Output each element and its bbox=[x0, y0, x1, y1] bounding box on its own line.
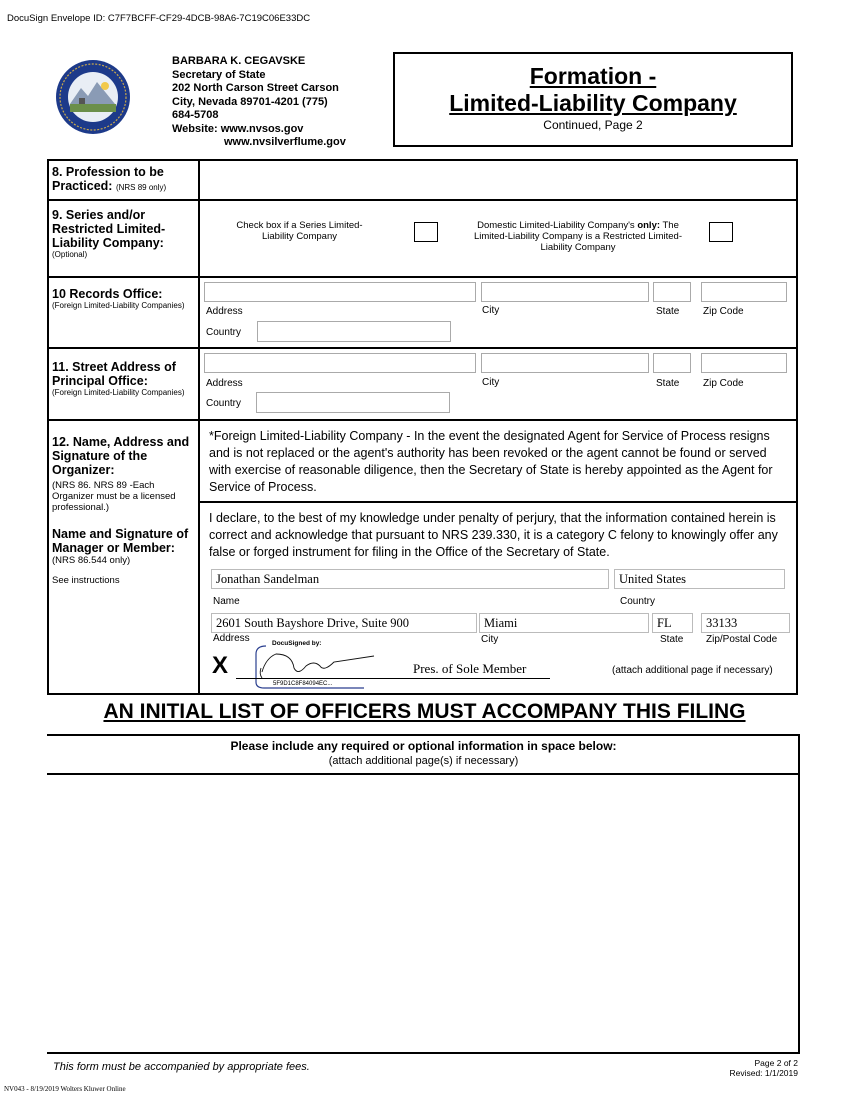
organizer-city-field[interactable]: Miami bbox=[479, 613, 649, 633]
city-caption: City bbox=[482, 305, 500, 316]
row-divider bbox=[47, 773, 800, 775]
docusign-id: 5F9D1C8F84094EC... bbox=[273, 681, 333, 687]
series-checkbox-label: Check box if a Series Limited-Liability Company bbox=[236, 220, 363, 242]
records-zip-input[interactable] bbox=[701, 282, 787, 302]
manager-member-note: (NRS 86.544 only) bbox=[52, 555, 131, 566]
nevada-state-seal-icon bbox=[55, 52, 132, 142]
row-divider bbox=[47, 199, 798, 201]
zip-caption: Zip Code bbox=[703, 378, 744, 389]
agent-for-service-text: *Foreign Limited-Liability Company - In the event the designated Agent for Service of Process resigns and is not replaced or the agent's authority has been revoked or the agent cannot be found or served with exercise of reasonable diligence, then the Secretary of State is hereby appointed as the Agent for Service of Process. bbox=[209, 429, 773, 494]
fees-note: This form must be accompanied by appropriate fees. bbox=[53, 1061, 310, 1073]
row-divider bbox=[47, 276, 798, 278]
section9-label: 9. Series and/or Restricted Limited-Liability Company: (Optional) bbox=[52, 208, 192, 260]
city-caption: City bbox=[481, 634, 499, 645]
address-caption: Address bbox=[206, 378, 243, 389]
state-caption: State bbox=[660, 634, 684, 645]
official-title: Secretary of State bbox=[172, 68, 266, 81]
state-caption: State bbox=[656, 306, 680, 317]
column-divider bbox=[198, 160, 200, 694]
section9-note: (Optional) bbox=[52, 250, 88, 259]
restricted-llc-checkbox[interactable] bbox=[709, 222, 733, 242]
form-title-line2: Limited-Liability Company bbox=[449, 90, 737, 116]
row-divider bbox=[199, 501, 798, 503]
officers-banner: AN INITIAL LIST OF OFFICERS MUST ACCOMPANY THIS FILING bbox=[103, 700, 746, 723]
form-title-line1: Formation - bbox=[529, 63, 657, 89]
zip-caption: Zip/Postal Code bbox=[706, 634, 778, 645]
section12-note: (NRS 86. NRS 89 -Each Organizer must be a licensed professional.) bbox=[52, 480, 176, 513]
signature-x-mark: X bbox=[212, 652, 229, 679]
website-line: www.nvsilverflume.gov bbox=[224, 136, 346, 148]
form-id: NV043 - 8/19/2019 Wolters Kluwer Online bbox=[4, 1085, 126, 1093]
row-divider bbox=[47, 419, 798, 421]
docusigned-by-label: DocuSigned by: bbox=[272, 640, 322, 647]
docusign-envelope-id: DocuSign Envelope ID: C7F7BCFF-CF29-4DCB-98A6-7C19C06E33DC bbox=[7, 13, 311, 24]
see-instructions: See instructions bbox=[52, 575, 120, 586]
country-caption: Country bbox=[206, 398, 242, 409]
address-line: 202 North Carson Street Carson bbox=[172, 82, 339, 94]
website-line: Website: www.nvsos.gov bbox=[172, 122, 304, 135]
additional-info-subheading: (attach additional page(s) if necessary) bbox=[328, 755, 519, 767]
address-line: 684-5708 bbox=[172, 109, 219, 121]
restricted-llc-label: Domestic Limited-Liability Company's only: The Limited-Liability Company is a Restricted Limited-Liability Company bbox=[473, 220, 683, 253]
principal-zip-input[interactable] bbox=[701, 353, 787, 373]
page-number: Page 2 of 2 bbox=[754, 1058, 798, 1068]
principal-country-input[interactable] bbox=[256, 392, 450, 413]
section8-label: 8. Profession to be Practiced: (NRS 89 only) bbox=[52, 165, 167, 193]
page-info bbox=[700, 1058, 798, 1078]
section10-label: 10 Records Office: (Foreign Limited-Liability Companies) bbox=[52, 287, 192, 311]
signer-title: Pres. of Sole Member bbox=[413, 661, 527, 676]
organizer-name-field[interactable]: Jonathan Sandelman bbox=[211, 569, 609, 589]
organizer-address-field[interactable]: 2601 South Bayshore Drive, Suite 900 bbox=[211, 613, 477, 633]
organizer-country-field[interactable]: United States bbox=[614, 569, 785, 589]
address-caption: Address bbox=[206, 306, 243, 317]
records-city-input[interactable] bbox=[481, 282, 649, 302]
additional-info-textarea[interactable] bbox=[51, 776, 796, 1051]
declaration-text: I declare, to the best of my knowledge under penalty of perjury, that the information contained herein is correct and acknowledge that pursuant to NRS 239.330, it is a category C felony to knowingly offer any false or forged instrument for filing in the Office of the Secretary of State. bbox=[209, 511, 778, 559]
organizer-zip-field[interactable]: 33133 bbox=[701, 613, 790, 633]
address-line: City, Nevada 89701-4201 (775) bbox=[172, 95, 328, 108]
section11-label: 11. Street Address of Principal Office: (Foreign Limited-Liability Companies) bbox=[52, 360, 192, 398]
revised-date: Revised: 1/1/2019 bbox=[729, 1068, 798, 1078]
section11-note: (Foreign Limited-Liability Companies) bbox=[52, 388, 185, 397]
series-llc-checkbox[interactable] bbox=[414, 222, 438, 242]
form-title-box bbox=[393, 52, 793, 147]
form-subtitle: Continued, Page 2 bbox=[543, 118, 643, 132]
records-country-input[interactable] bbox=[257, 321, 451, 342]
principal-state-input[interactable] bbox=[653, 353, 691, 373]
address-caption: Address bbox=[213, 633, 250, 644]
section8-note: (NRS 89 only) bbox=[115, 183, 167, 192]
additional-info-heading: Please include any required or optional information in space below: bbox=[230, 739, 617, 753]
profession-input[interactable] bbox=[202, 162, 796, 198]
records-address-input[interactable] bbox=[204, 282, 476, 302]
section12-label: 12. Name, Address and Signature of the Organizer: (NRS 86. NRS 89 -Each Organizer must be a licensed professional.) Name and Signature of Manager or Member: (NRS 86.544 only) See instructions bbox=[52, 435, 194, 586]
zip-caption: Zip Code bbox=[703, 306, 744, 317]
country-caption: Country bbox=[620, 596, 656, 607]
country-caption: Country bbox=[206, 327, 242, 338]
official-name: BARBARA K. CEGAVSKE bbox=[172, 55, 306, 67]
name-caption: Name bbox=[213, 596, 240, 607]
principal-address-input[interactable] bbox=[204, 353, 476, 373]
principal-city-input[interactable] bbox=[481, 353, 649, 373]
secretary-of-state-block bbox=[172, 55, 346, 150]
signature-line bbox=[236, 678, 550, 679]
state-caption: State bbox=[656, 378, 680, 389]
organizer-state-field[interactable]: FL bbox=[652, 613, 693, 633]
attach-note: (attach additional page if necessary) bbox=[612, 665, 773, 676]
manager-member-label: Name and Signature of Manager or Member: bbox=[52, 527, 189, 555]
section10-note: (Foreign Limited-Liability Companies) bbox=[52, 301, 185, 310]
city-caption: City bbox=[482, 377, 500, 388]
records-state-input[interactable] bbox=[653, 282, 691, 302]
row-divider bbox=[47, 347, 798, 349]
